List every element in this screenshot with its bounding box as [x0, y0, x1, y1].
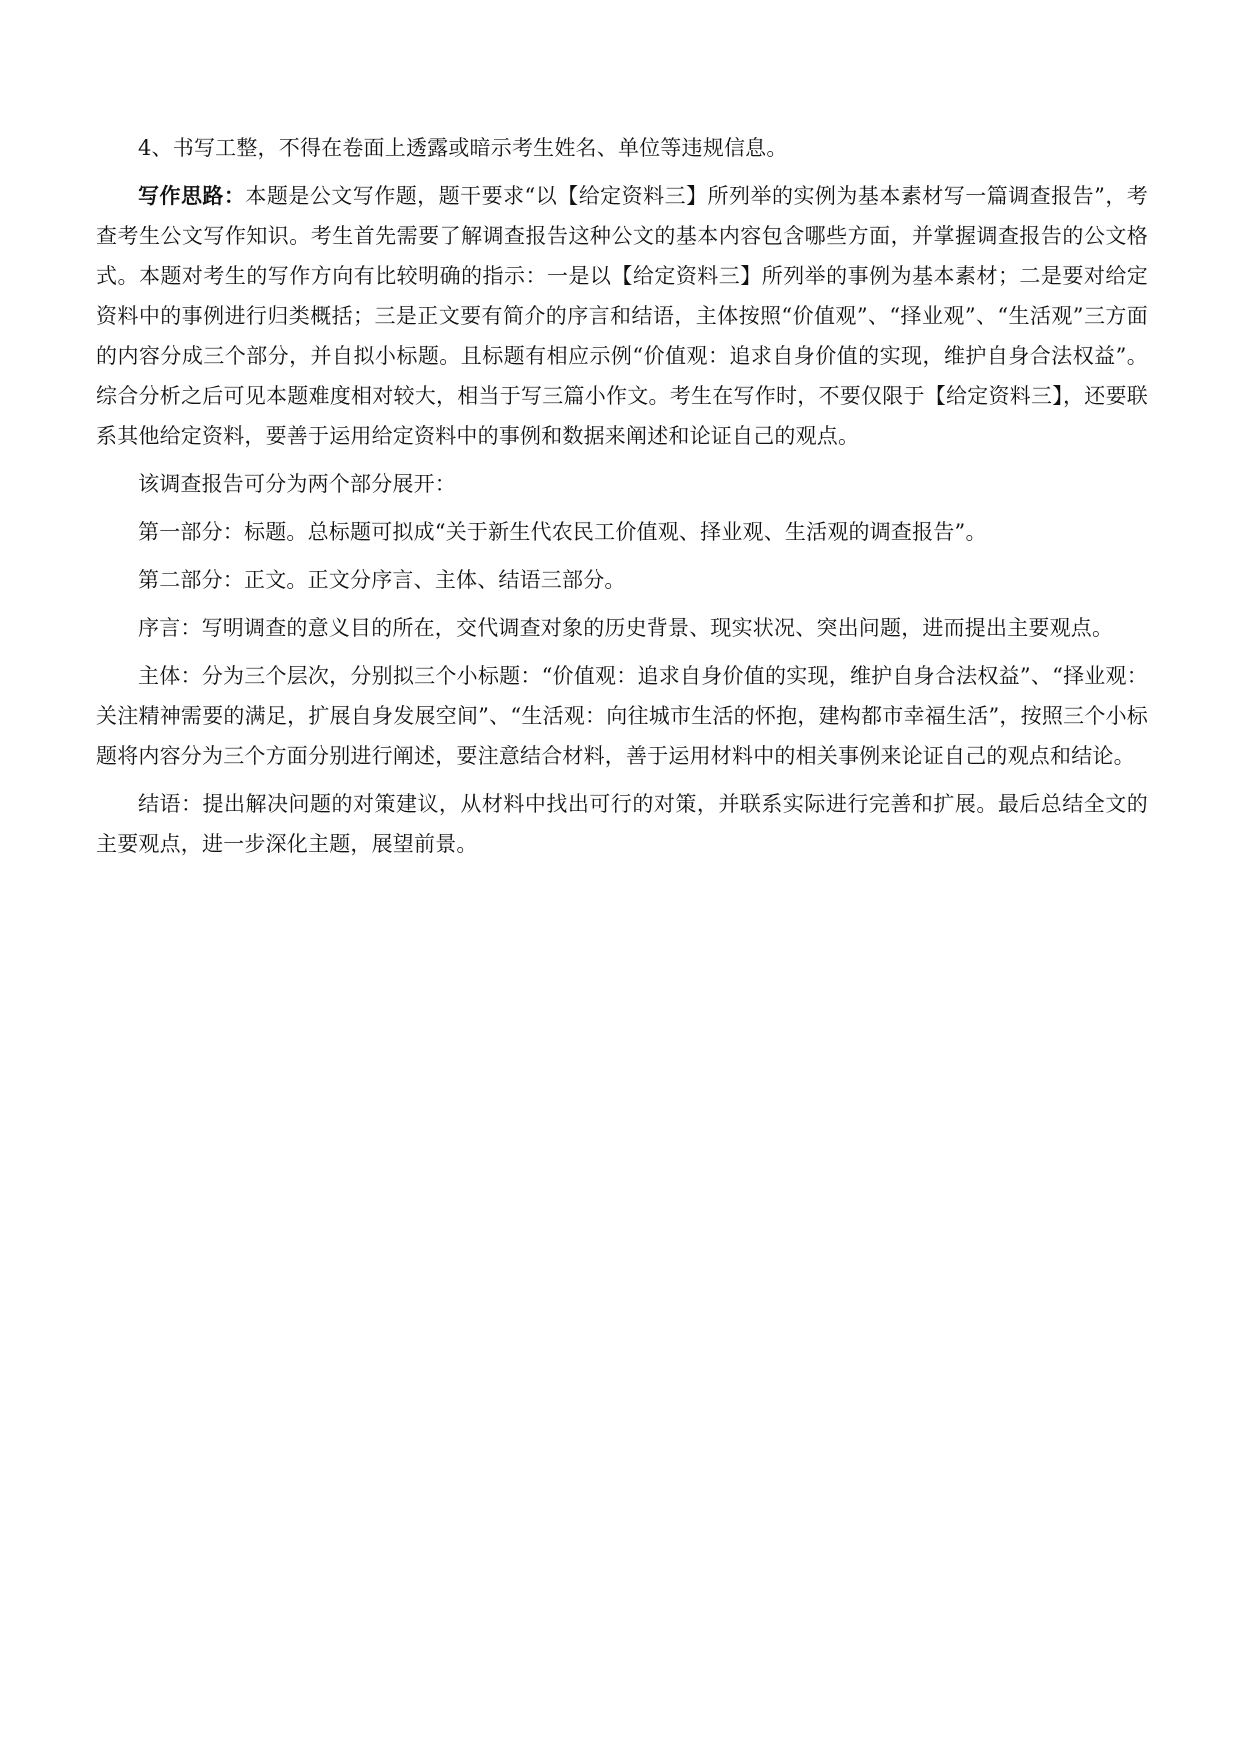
writing-approach-label: 写作思路：	[138, 184, 246, 208]
paragraph-main-body	[96, 656, 1148, 776]
paragraph-text: 第一部分：标题。总标题可拟成“关于新生代农民工价值观、择业观、生活观的调查报告”。	[138, 520, 987, 544]
paragraph-preface	[96, 608, 1148, 648]
paragraph-text: 主体：分为三个层次，分别拟三个小标题：“价值观：追求自身价值的实现，维护自身合法权益”、“择业观：关注精神需要的满足，扩展自身发展空间”、“生活观：向往城市生活的怀抱，建构都市幸福生活”，按照三个小标题将内容分为三个方面分别进行阐述，要注意结合材料，善于运用材料中的相关事例来论证自己的观点和结论。	[96, 664, 1148, 768]
paragraph-part-two	[96, 560, 1148, 600]
paragraph-writing-approach	[96, 176, 1148, 456]
paragraph-part-one	[96, 512, 1148, 552]
paragraph-text: 该调查报告可分为两个部分展开：	[138, 472, 456, 496]
paragraph-requirement-4	[96, 128, 1148, 168]
paragraph-text: 4、书写工整，不得在卷面上透露或暗示考生姓名、单位等违规信息。	[138, 136, 788, 160]
document-body	[96, 128, 1148, 872]
paragraph-report-structure	[96, 464, 1148, 504]
paragraph-text: 结语：提出解决问题的对策建议，从材料中找出可行的对策，并联系实际进行完善和扩展。最后总结全文的主要观点，进一步深化主题，展望前景。	[96, 792, 1148, 856]
paragraph-conclusion	[96, 784, 1148, 864]
paragraph-text: 第二部分：正文。正文分序言、主体、结语三部分。	[138, 568, 626, 592]
paragraph-text: 序言：写明调查的意义目的所在，交代调查对象的历史背景、现实状况、突出问题，进而提出主要观点。	[138, 616, 1114, 640]
paragraph-text: 本题是公文写作题，题干要求“以【给定资料三】所列举的实例为基本素材写一篇调查报告”，考查考生公文写作知识。考生首先需要了解调查报告这种公文的基本内容包含哪些方面，并掌握调查报告的公文格式。本题对考生的写作方向有比较明确的指示：一是以【给定资料三】所列举的事例为基本素材；二是要对给定资料中的事例进行归类概括；三是正文要有简介的序言和结语，主体按照“价值观”、“择业观”、“生活观”三方面的内容分成三个部分，并自拟小标题。且标题有相应示例“价值观：追求自身价值的实现，维护自身合法权益”。综合分析之后可见本题难度相对较大，相当于写三篇小作文。考生在写作时，不要仅限于【给定资料三】，还要联系其他给定资料，要善于运用给定资料中的事例和数据来阐述和论证自己的观点。	[96, 184, 1148, 448]
